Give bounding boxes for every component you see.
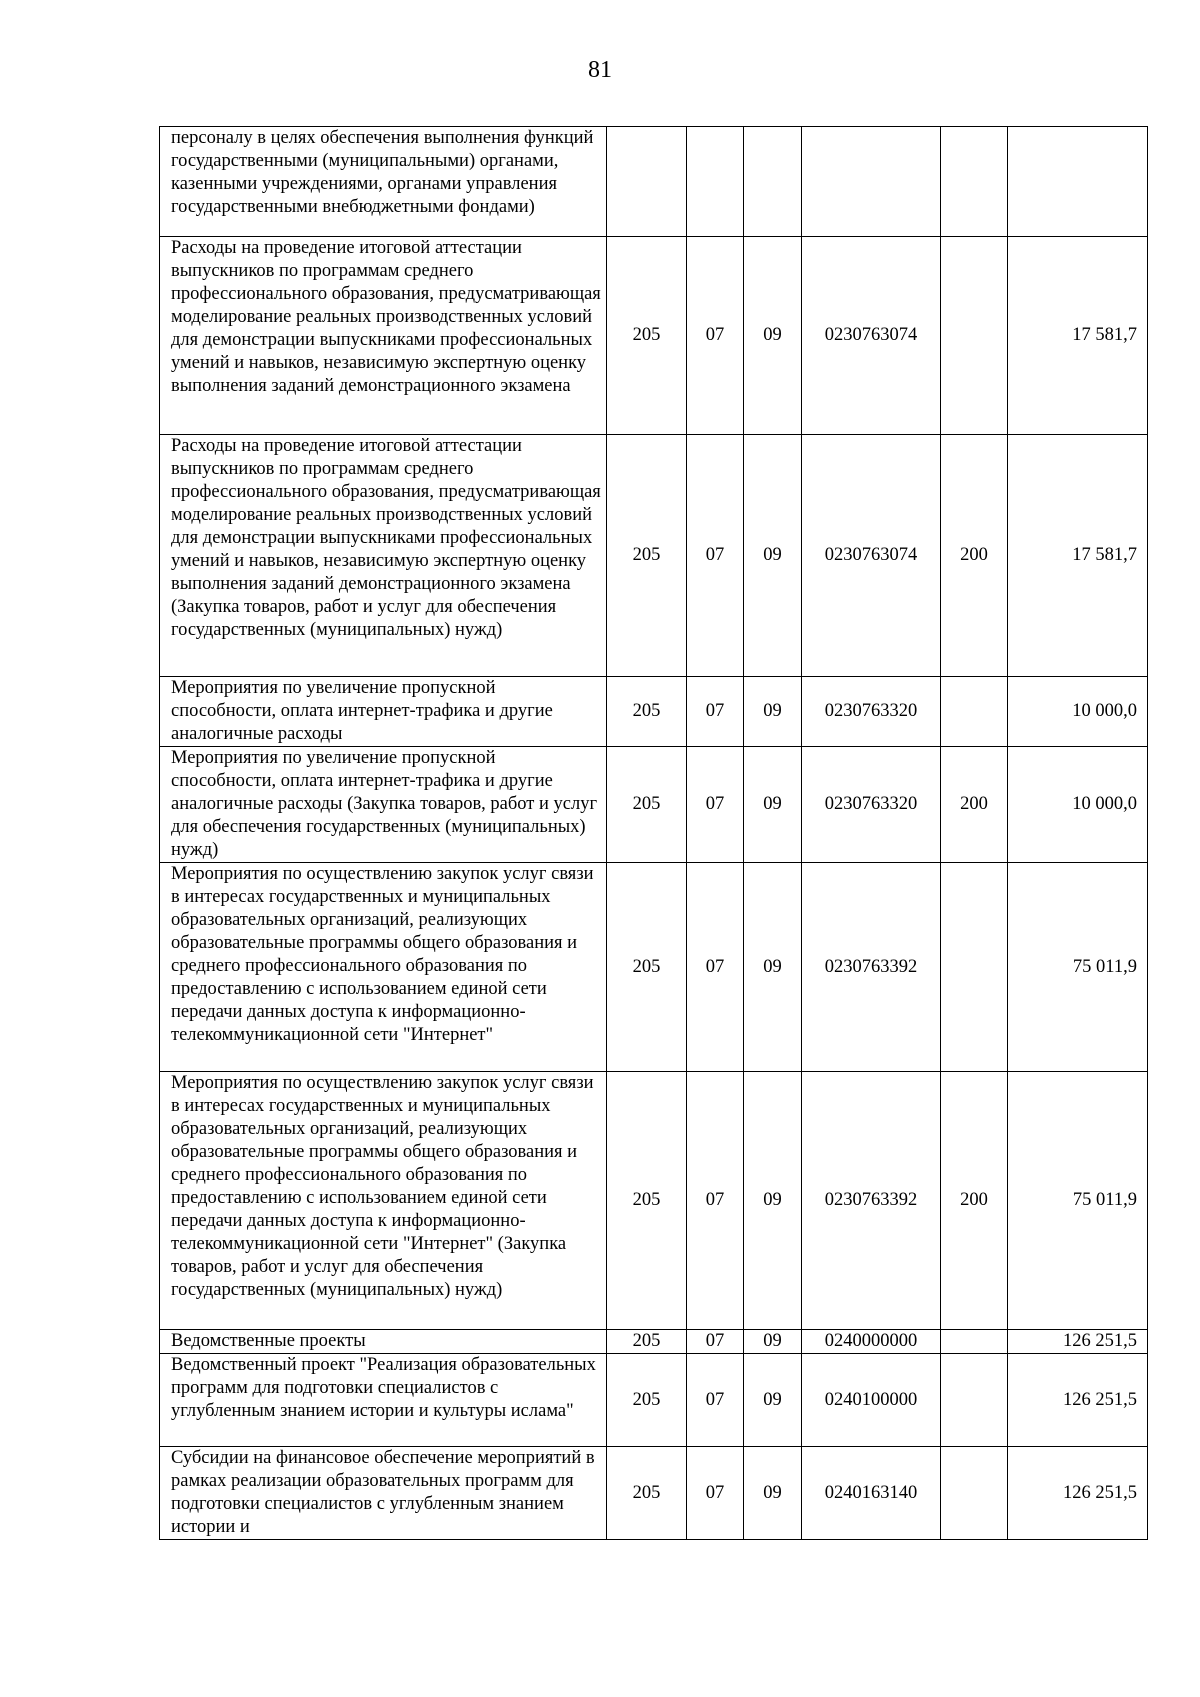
ministry-code: 205 (607, 863, 687, 1072)
expense-type-code (941, 677, 1008, 747)
target-item-code: 0230763074 (802, 435, 941, 677)
row-description: Ведомственный проект "Реализация образовательных программ для подготовки специалистов с углубленным знанием истории и культуры ислама" (160, 1354, 607, 1447)
subsection-code: 09 (744, 1447, 802, 1540)
section-code: 07 (687, 1354, 744, 1447)
subsection-code: 09 (744, 435, 802, 677)
expense-type-code (941, 1330, 1008, 1354)
ministry-code: 205 (607, 1330, 687, 1354)
table-row (160, 747, 1148, 863)
amount: 126 251,5 (1008, 1354, 1148, 1447)
amount: 17 581,7 (1008, 435, 1148, 677)
subsection-code: 09 (744, 863, 802, 1072)
table-row (160, 237, 1148, 435)
target-item-code: 0240163140 (802, 1447, 941, 1540)
subsection-code: 09 (744, 1330, 802, 1354)
expense-type-code (941, 237, 1008, 435)
table-row (160, 863, 1148, 1072)
expense-type-code (941, 863, 1008, 1072)
table-row (160, 435, 1148, 677)
row-description: Мероприятия по осуществлению закупок услуг связи в интересах государственных и муниципальных образовательных организаций, реализующих образовательные программы общего образования и среднего профессионального образования по предоставлению с использованием единой сети передачи данных доступа к информационно-телекоммуникационной сети "Интернет" (Закупка товаров, работ и услуг для обеспечения государственных (муниципальных) нужд) (160, 1072, 607, 1330)
target-item-code (802, 127, 941, 237)
subsection-code: 09 (744, 237, 802, 435)
ministry-code: 205 (607, 1447, 687, 1540)
ministry-code: 205 (607, 747, 687, 863)
section-code: 07 (687, 747, 744, 863)
section-code: 07 (687, 1447, 744, 1540)
ministry-code: 205 (607, 1072, 687, 1330)
section-code (687, 127, 744, 237)
table-row (160, 677, 1148, 747)
ministry-code: 205 (607, 237, 687, 435)
section-code: 07 (687, 1072, 744, 1330)
page-number: 81 (588, 57, 612, 83)
table-row (160, 1354, 1148, 1447)
expense-type-code: 200 (941, 1072, 1008, 1330)
row-description: персоналу в целях обеспечения выполнения функций государственными (муниципальными) органами, казенными учреждениями, органами управления государственными внебюджетными фондами) (160, 127, 607, 237)
expense-type-code (941, 1354, 1008, 1447)
amount: 75 011,9 (1008, 863, 1148, 1072)
ministry-code: 205 (607, 435, 687, 677)
ministry-code: 205 (607, 1354, 687, 1447)
table-row (160, 1072, 1148, 1330)
row-description: Мероприятия по осуществлению закупок услуг связи в интересах государственных и муниципальных образовательных организаций, реализующих образовательные программы общего образования и среднего профессионального образования по предоставлению с использованием единой сети передачи данных доступа к информационно-телекоммуникационной сети "Интернет" (160, 863, 607, 1072)
target-item-code: 0240100000 (802, 1354, 941, 1447)
expense-type-code: 200 (941, 435, 1008, 677)
amount (1008, 127, 1148, 237)
amount: 126 251,5 (1008, 1447, 1148, 1540)
expense-type-code: 200 (941, 747, 1008, 863)
budget-table (159, 126, 1148, 1540)
subsection-code: 09 (744, 747, 802, 863)
target-item-code: 0240000000 (802, 1330, 941, 1354)
amount: 10 000,0 (1008, 747, 1148, 863)
amount: 10 000,0 (1008, 677, 1148, 747)
table-row (160, 1330, 1148, 1354)
subsection-code: 09 (744, 1354, 802, 1447)
table-row (160, 1447, 1148, 1540)
section-code: 07 (687, 1330, 744, 1354)
table-row (160, 127, 1148, 237)
target-item-code: 0230763392 (802, 1072, 941, 1330)
subsection-code (744, 127, 802, 237)
amount: 126 251,5 (1008, 1330, 1148, 1354)
expense-type-code (941, 127, 1008, 237)
target-item-code: 0230763074 (802, 237, 941, 435)
subsection-code: 09 (744, 677, 802, 747)
row-description: Субсидии на финансовое обеспечение мероприятий в рамках реализации образовательных программ для подготовки специалистов с углубленным знанием истории и (160, 1447, 607, 1540)
row-description: Расходы на проведение итоговой аттестации выпускников по программам среднего профессионального образования, предусматривающая моделирование реальных производственных условий для демонстрации выпускниками профессиональных умений и навыков, независимую экспертную оценку выполнения заданий демонстрационного экзамена (Закупка товаров, работ и услуг для обеспечения государственных (муниципальных) нужд) (160, 435, 607, 677)
row-description: Мероприятия по увеличение пропускной способности, оплата интернет-трафика и другие аналогичные расходы (160, 677, 607, 747)
amount: 75 011,9 (1008, 1072, 1148, 1330)
section-code: 07 (687, 237, 744, 435)
row-description: Ведомственные проекты (160, 1330, 607, 1354)
section-code: 07 (687, 863, 744, 1072)
subsection-code: 09 (744, 1072, 802, 1330)
expense-type-code (941, 1447, 1008, 1540)
target-item-code: 0230763392 (802, 863, 941, 1072)
row-description: Мероприятия по увеличение пропускной способности, оплата интернет-трафика и другие аналогичные расходы (Закупка товаров, работ и услуг для обеспечения государственных (муниципальных) нужд) (160, 747, 607, 863)
section-code: 07 (687, 435, 744, 677)
target-item-code: 0230763320 (802, 747, 941, 863)
ministry-code (607, 127, 687, 237)
target-item-code: 0230763320 (802, 677, 941, 747)
ministry-code: 205 (607, 677, 687, 747)
amount: 17 581,7 (1008, 237, 1148, 435)
row-description: Расходы на проведение итоговой аттестации выпускников по программам среднего профессионального образования, предусматривающая моделирование реальных производственных условий для демонстрации выпускниками профессиональных умений и навыков, независимую экспертную оценку выполнения заданий демонстрационного экзамена (160, 237, 607, 435)
section-code: 07 (687, 677, 744, 747)
